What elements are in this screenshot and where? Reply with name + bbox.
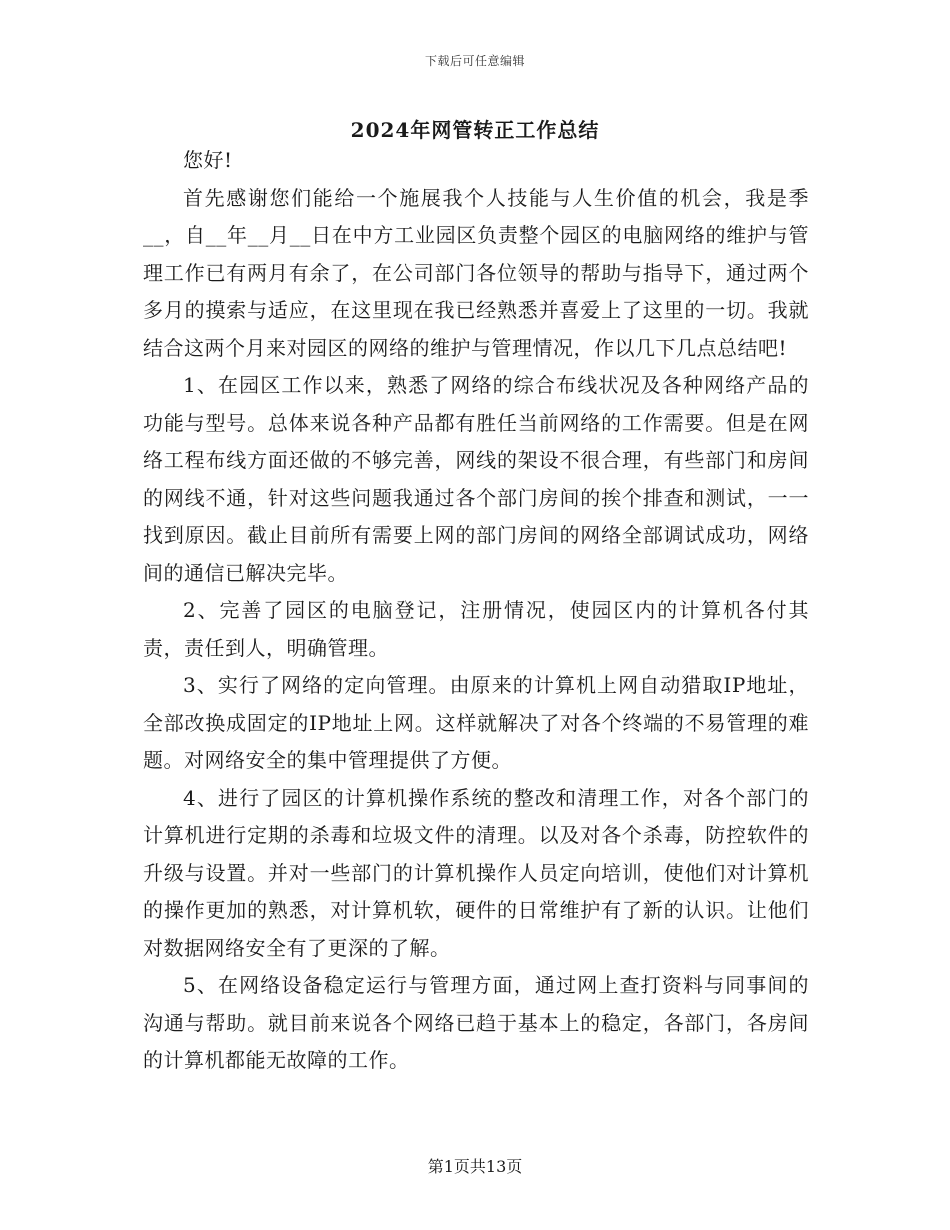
paragraph-item-4: 4、进行了园区的计算机操作系统的整改和清理工作，对各个部门的计算机进行定期的杀毒和垃圾文件的清理。以及对各个杀毒，防控软件的升级与设置。并对一些部门的计算机操作人员定向培训，使他们对计算机的操作更加的熟悉，对计算机软，硬件的日常维护有了新的认识。让他们对数据网络安全有了更深的了解。	[143, 785, 809, 960]
paragraph-item-5: 5、在网络设备稳定运行与管理方面，通过网上查打资料与同事间的沟通与帮助。就目前来说各个网络已趋于基本上的稳定，各部门，各房间的计算机都能无故障的工作。	[143, 973, 809, 1072]
header-note: 下载后可任意编辑	[424, 54, 525, 68]
greeting: 您好!	[183, 148, 233, 172]
paragraph-item-2: 2、完善了园区的电脑登记，注册情况，使园区内的计算机各付其责，责任到人，明确管理。	[143, 598, 809, 660]
document-body	[143, 142, 809, 1080]
paragraph-item-1: 1、在园区工作以来，熟悉了网络的综合布线状况及各种网络产品的功能与型号。总体来说各种产品都有胜任当前网络的工作需要。但是在网络工程布线方面还做的不够完善，网线的架设不很合理，有些部门和房间的网线不通，针对这些问题我通过各个部门房间的挨个排查和测试，一一找到原因。截止目前所有需要上网的部门房间的网络全部调试成功，网络间的通信已解决完毕。	[143, 373, 809, 585]
paragraph-item-3: 3、实行了网络的定向管理。由原来的计算机上网自动猎取IP地址，全部改换成固定的IP地址上网。这样就解决了对各个终端的不易管理的难题。对网络安全的集中管理提供了方便。	[143, 673, 809, 772]
page-number: 第1页共13页	[427, 1157, 523, 1176]
paragraph-intro: 首先感谢您们能给一个施展我个人技能与人生价值的机会，我是季__，自__年__月__日在中方工业园区负责整个园区的电脑网络的维护与管理工作已有两月有余了，在公司部门各位领导的帮助与指导下，通过两个多月的摸索与适应，在这里现在我已经熟悉并喜爱上了这里的一切。我就结合这两个月来对园区的网络的维护与管理情况，作以几下几点总结吧!	[143, 185, 809, 360]
document-title: 2024年网管转正工作总结	[350, 118, 600, 142]
